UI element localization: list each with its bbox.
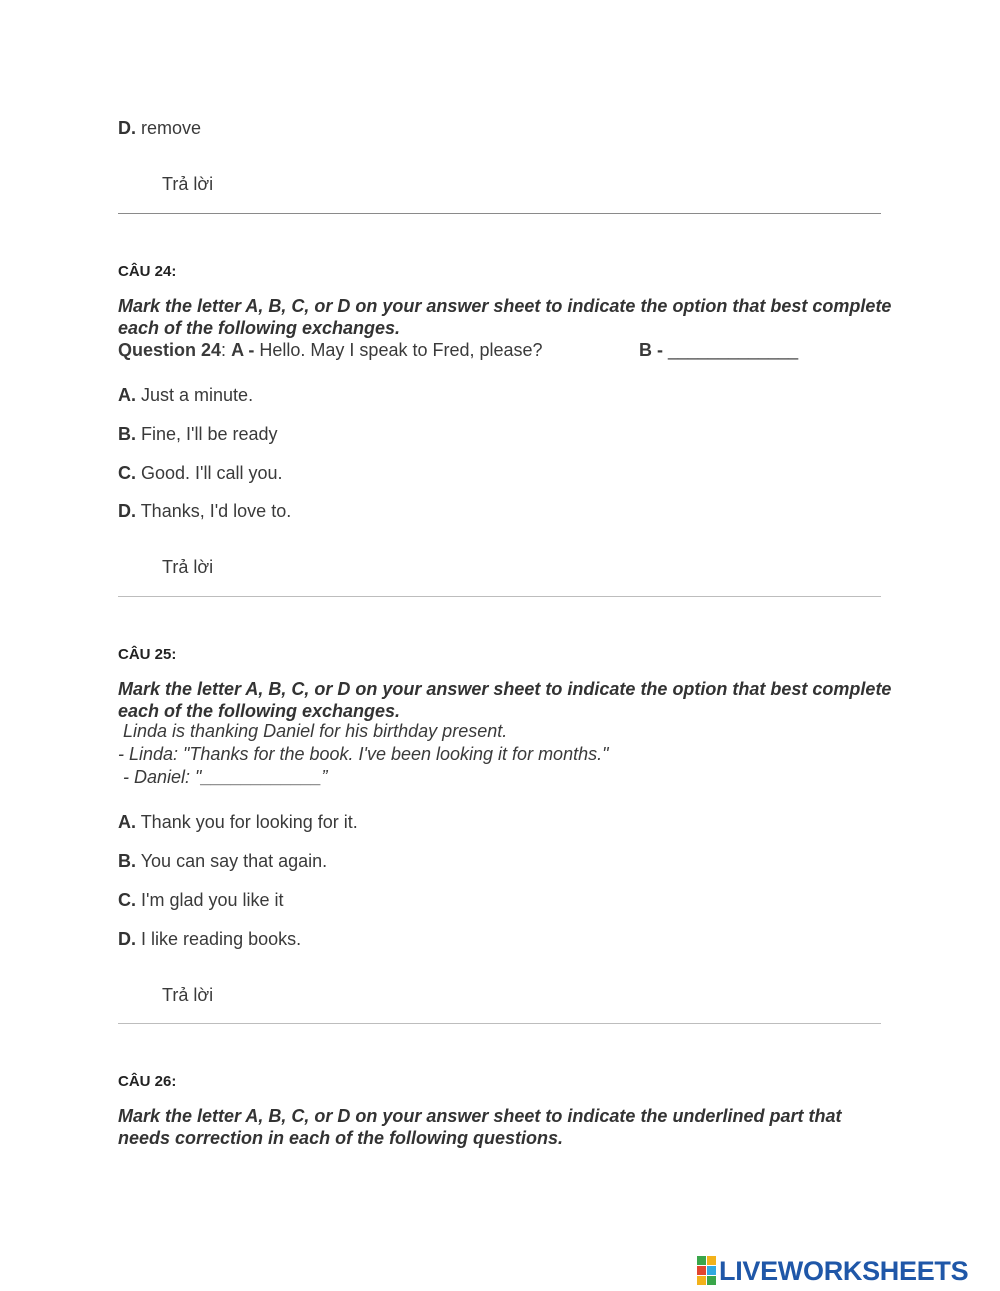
question-label: Question 24 xyxy=(118,340,222,360)
q24-option-d[interactable]: D. Thanks, I'd love to. xyxy=(118,501,292,521)
q25-context-line: - Linda: "Thanks for the book. I've been looking it for months." xyxy=(118,744,609,764)
speaker-a-label: A - xyxy=(231,340,255,360)
divider xyxy=(118,596,881,597)
question-26-instruction: Mark the letter A, B, C, or D on your answer sheet to indicate the underlined part that needs correction in each of the following questions. xyxy=(118,1106,842,1148)
q24-option-a[interactable]: A. Just a minute. xyxy=(118,385,254,405)
blank: _____________ xyxy=(668,340,799,360)
q25-option-b[interactable]: B. You can say that again. xyxy=(118,851,328,871)
divider xyxy=(118,1023,881,1024)
speaker-b-label: B - xyxy=(639,340,663,360)
logo-text: LIVEWORKSHEETS xyxy=(719,1255,969,1286)
q25-option-d[interactable]: D. I like reading books. xyxy=(118,929,302,949)
question-24-speaker-b xyxy=(639,340,798,361)
q24-answer-input[interactable]: Trả lời xyxy=(162,557,214,577)
q25-option-c[interactable]: C. I'm glad you like it xyxy=(118,890,284,910)
q24-option-c[interactable]: C. Good. I'll call you. xyxy=(118,463,283,483)
question-25-instruction: Mark the letter A, B, C, or D on your answer sheet to indicate the option that best complete each of the following exchanges. xyxy=(118,679,892,721)
question-24-header: CÂU 24: xyxy=(118,263,177,280)
question-26-header: CÂU 26: xyxy=(118,1073,177,1090)
liveworksheets-logo xyxy=(697,1256,968,1285)
q24-option-b[interactable]: B. Fine, I'll be ready xyxy=(118,424,278,444)
question-24-prompt: Question 24: A - Hello. May I speak to Fred, please? xyxy=(118,340,543,360)
q25-context-line: Linda is thanking Daniel for his birthday present. xyxy=(118,721,508,741)
option-text: remove xyxy=(141,118,202,138)
logo-blocks-icon xyxy=(697,1256,716,1285)
speaker-a-text: Hello. May I speak to Fred, please? xyxy=(259,340,543,360)
q25-context-line: - Daniel: "____________” xyxy=(118,767,328,787)
question-25-header: CÂU 25: xyxy=(118,646,177,663)
q25-answer-input[interactable]: Trả lời xyxy=(162,985,214,1005)
option-d-prev[interactable] xyxy=(118,118,201,139)
answer-input-prev[interactable]: Trả lời xyxy=(162,174,214,194)
q25-option-a[interactable]: A. Thank you for looking for it. xyxy=(118,812,358,832)
divider xyxy=(118,213,881,214)
question-24-instruction: Mark the letter A, B, C, or D on your answer sheet to indicate the option that best complete each of the following exchanges. xyxy=(118,296,892,338)
option-letter: D. xyxy=(118,118,136,138)
